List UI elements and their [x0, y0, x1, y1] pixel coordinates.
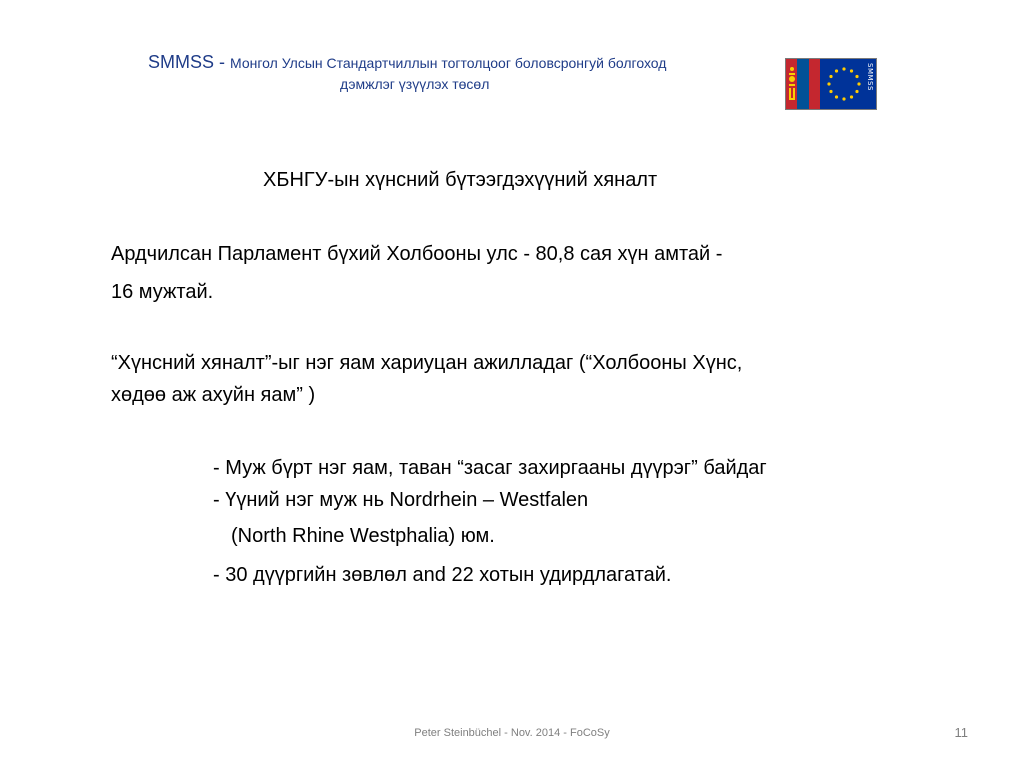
paragraph-2-line-2: хөдөө аж ахуйн яам” ) [111, 384, 316, 406]
project-logo [785, 58, 877, 110]
bullet-1: - Муж бүрт нэг яам, таван “засаг захиргааны дүүрэг” байдаг [213, 457, 767, 479]
header-title-line-2: дэмжлэг үзүүлэх төсөл [340, 76, 490, 92]
header-acronym: SMMSS [148, 52, 215, 72]
eu-flag-icon [820, 59, 876, 109]
mongolia-flag-icon [786, 59, 820, 109]
paragraph-2-line-1: “Хүнсний хяналт”-ыг нэг яам хариуцан ажилладаг (“Холбооны Хүнс, [111, 352, 743, 374]
slide-heading: ХБНГУ-ын хүнсний бүтээгдэхүүний хяналт [263, 169, 658, 191]
slide-footer: Peter Steinbüchel - Nov. 2014 - FoCoSy [414, 727, 610, 739]
paragraph-1-line-1: Ардчилсан Парламент бүхий Холбооны улс - 80,8 сая хүн амтай - [111, 243, 723, 265]
header-separator: - [214, 52, 231, 72]
bullet-2: - Үүний нэг муж нь Nordrhein – Westfalen [213, 489, 589, 511]
bullet-2-continuation: (North Rhine Westphalia) юм. [231, 525, 495, 547]
logo-vertical-text: SMMSS [866, 63, 874, 91]
header-title-line-1: Монгол Улсын Стандартчиллын тогтолцоог боловсронгуй болгоход [230, 55, 667, 71]
mongolia-flag-stripe [797, 59, 809, 109]
slide-header-line-1 [148, 52, 666, 73]
bullet-3: - 30 дүүргийн зөвлөл and 22 хотын удирдлагатай. [213, 564, 672, 586]
soyombo-icon [788, 65, 796, 101]
page-number: 11 [954, 725, 968, 740]
paragraph-1-line-2: 16 мужтай. [111, 281, 214, 303]
